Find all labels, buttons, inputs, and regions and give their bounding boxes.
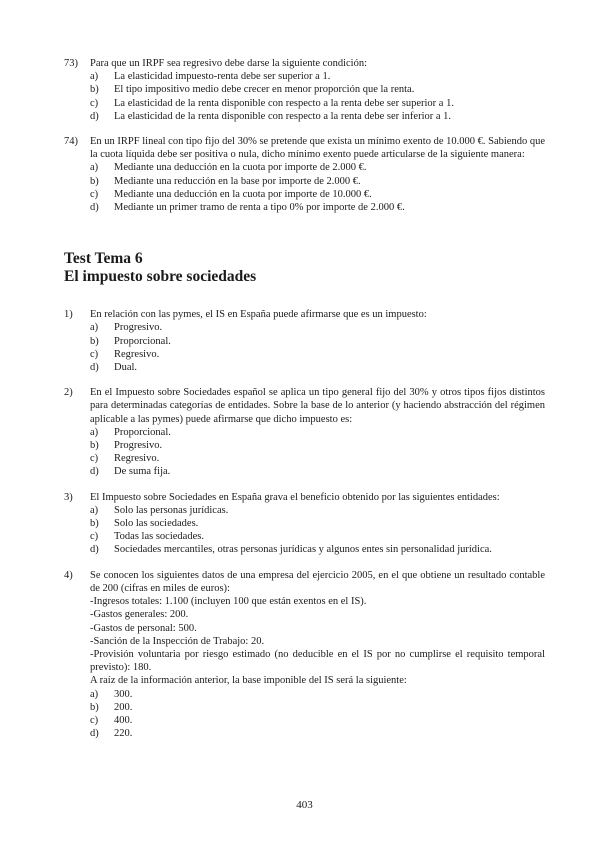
option-letter: d) — [90, 466, 99, 478]
option-letter: c) — [90, 97, 99, 109]
option-letter: a) — [90, 504, 99, 516]
option-text: Progresivo. — [114, 440, 163, 452]
option — [90, 543, 545, 556]
option — [90, 348, 545, 361]
question-body — [90, 135, 545, 214]
option-letter: c) — [90, 188, 99, 200]
question-2 — [64, 386, 545, 478]
option-text: Mediante una deducción en la cuota por importe de 2.000 €. — [114, 162, 367, 174]
option-letter: a) — [90, 688, 99, 700]
option — [90, 161, 545, 174]
question-number: 1) — [64, 309, 73, 321]
question-detail-line: -Ingresos totales: 1.100 (incluyen 100 que están exentos en el IS). — [90, 596, 367, 608]
option-text: 200. — [114, 701, 133, 713]
option — [90, 70, 545, 83]
option — [90, 83, 545, 96]
option — [90, 701, 545, 714]
option-text: Proporcional. — [114, 426, 171, 438]
option-letter: d) — [90, 362, 99, 374]
option-letter: a) — [90, 71, 99, 83]
option-letter: c) — [90, 531, 99, 543]
option — [90, 504, 545, 517]
question-text: En un IRPF lineal con tipo fijo del 30% se pretende que exista un mínimo exento de 10.000 €. Sabiendo que la cuota líquida debe ser positiva o nula, dicho mínimo exento puede articularse de la siguiente manera: — [90, 136, 545, 161]
option-letter: d) — [90, 544, 99, 556]
question-text: Se conocen los siguientes datos de una empresa del ejercicio 2005, en el que obtiene un resultado contable de 200 (cifras en miles de euros): — [90, 569, 545, 594]
option-text: La elasticidad impuesto-renta debe ser superior a 1. — [114, 71, 331, 83]
option — [90, 321, 545, 334]
question-detail-line: A raíz de la información anterior, la base imponible del IS será la siguiente: — [90, 675, 407, 687]
question-number: 2) — [64, 387, 73, 399]
option-letter: b) — [90, 335, 99, 347]
option-letter: b) — [90, 518, 99, 530]
option — [90, 426, 545, 439]
option-letter: c) — [90, 348, 99, 360]
option — [90, 110, 545, 123]
option-letter: d) — [90, 728, 99, 740]
option — [90, 688, 545, 701]
option-text: Progresivo. — [114, 322, 163, 334]
option — [90, 175, 545, 188]
option — [90, 727, 545, 740]
question-detail-line: -Gastos generales: 200. — [90, 609, 189, 621]
option-letter: b) — [90, 175, 99, 187]
option-letter: a) — [90, 322, 99, 334]
page-number: 403 — [296, 798, 313, 811]
question-body — [90, 491, 545, 557]
option-text: 400. — [114, 714, 133, 726]
option-letter: b) — [90, 84, 99, 96]
option — [90, 465, 545, 478]
option-text: Solo las sociedades. — [114, 518, 199, 530]
section-heading — [64, 250, 545, 286]
option-text: Dual. — [114, 362, 138, 374]
option — [90, 452, 545, 465]
question-body — [90, 57, 545, 123]
option-text: Todas las sociedades. — [114, 531, 204, 543]
option — [90, 361, 545, 374]
option-letter: a) — [90, 426, 99, 438]
option-letter: d) — [90, 110, 99, 122]
option — [90, 517, 545, 530]
question-73 — [64, 57, 545, 123]
option-text: Mediante una reducción en la base por importe de 2.000 €. — [114, 175, 361, 187]
option-text: La elasticidad de la renta disponible con respecto a la renta debe ser inferior a 1. — [114, 110, 452, 122]
option-text: Regresivo. — [114, 348, 160, 360]
option — [90, 439, 545, 452]
option — [90, 530, 545, 543]
option — [90, 201, 545, 214]
option-text: Regresivo. — [114, 453, 160, 465]
question-1 — [64, 308, 545, 374]
option-letter: c) — [90, 453, 99, 465]
question-number: 74) — [64, 136, 78, 148]
question-number: 73) — [64, 58, 78, 69]
question-detail-line: -Gastos de personal: 500. — [90, 622, 197, 634]
section-subtitle: El impuesto sobre sociedades — [64, 268, 257, 286]
option-text: 300. — [114, 688, 133, 700]
question-body — [90, 308, 545, 374]
option-text: Solo las personas jurídicas. — [114, 504, 229, 516]
option-letter: b) — [90, 701, 99, 713]
question-body — [90, 386, 545, 478]
option-letter: b) — [90, 440, 99, 452]
option — [90, 714, 545, 727]
question-body — [90, 569, 545, 741]
question-text: Para que un IRPF sea regresivo debe darse la siguiente condición: — [90, 58, 368, 69]
question-detail-line: -Sanción de la Inspección de Trabajo: 20. — [90, 635, 265, 647]
option-text: De suma fija. — [114, 466, 171, 478]
question-number: 4) — [64, 569, 73, 581]
question-detail-line: -Provisión voluntaria por riesgo estimado (no deducible en el IS por no cumplirse el requisito temporal previsto): 180. — [90, 648, 545, 674]
option-text: 220. — [114, 728, 133, 740]
question-4 — [64, 569, 545, 741]
question-text: En relación con las pymes, el IS en España puede afirmarse que es un impuesto: — [90, 309, 427, 321]
option-text: Mediante una deducción en la cuota por importe de 10.000 €. — [114, 188, 372, 200]
option — [90, 188, 545, 201]
section-title: Test Tema 6 — [64, 250, 143, 268]
option — [90, 335, 545, 348]
option-letter: a) — [90, 162, 99, 174]
option-text: La elasticidad de la renta disponible con respecto a la renta debe ser superior a 1. — [114, 97, 454, 109]
question-text: El Impuesto sobre Sociedades en España grava el beneficio obtenido por las siguientes entidades: — [90, 491, 500, 503]
option-text: Sociedades mercantiles, otras personas jurídicas y algunos entes sin personalidad jurídica. — [114, 544, 492, 556]
question-number: 3) — [64, 491, 73, 503]
option-text: Mediante un primer tramo de renta a tipo 0% por importe de 2.000 €. — [114, 202, 405, 214]
option-letter: d) — [90, 202, 99, 214]
option — [90, 97, 545, 110]
question-text: En el Impuesto sobre Sociedades español se aplica un tipo general fijo del 30% y otros tipos fijos distintos para determinadas categorías de entidades. Sobre la base de lo anterior (y haciendo abstracción del régimen aplicable a las pymes) puede afirmarse que dicho impuesto es: — [90, 387, 545, 425]
question-74 — [64, 135, 545, 214]
option-text: El tipo impositivo medio debe crecer en menor proporción que la renta. — [114, 84, 415, 96]
option-letter: c) — [90, 714, 99, 726]
option-text: Proporcional. — [114, 335, 171, 347]
question-3 — [64, 491, 545, 557]
